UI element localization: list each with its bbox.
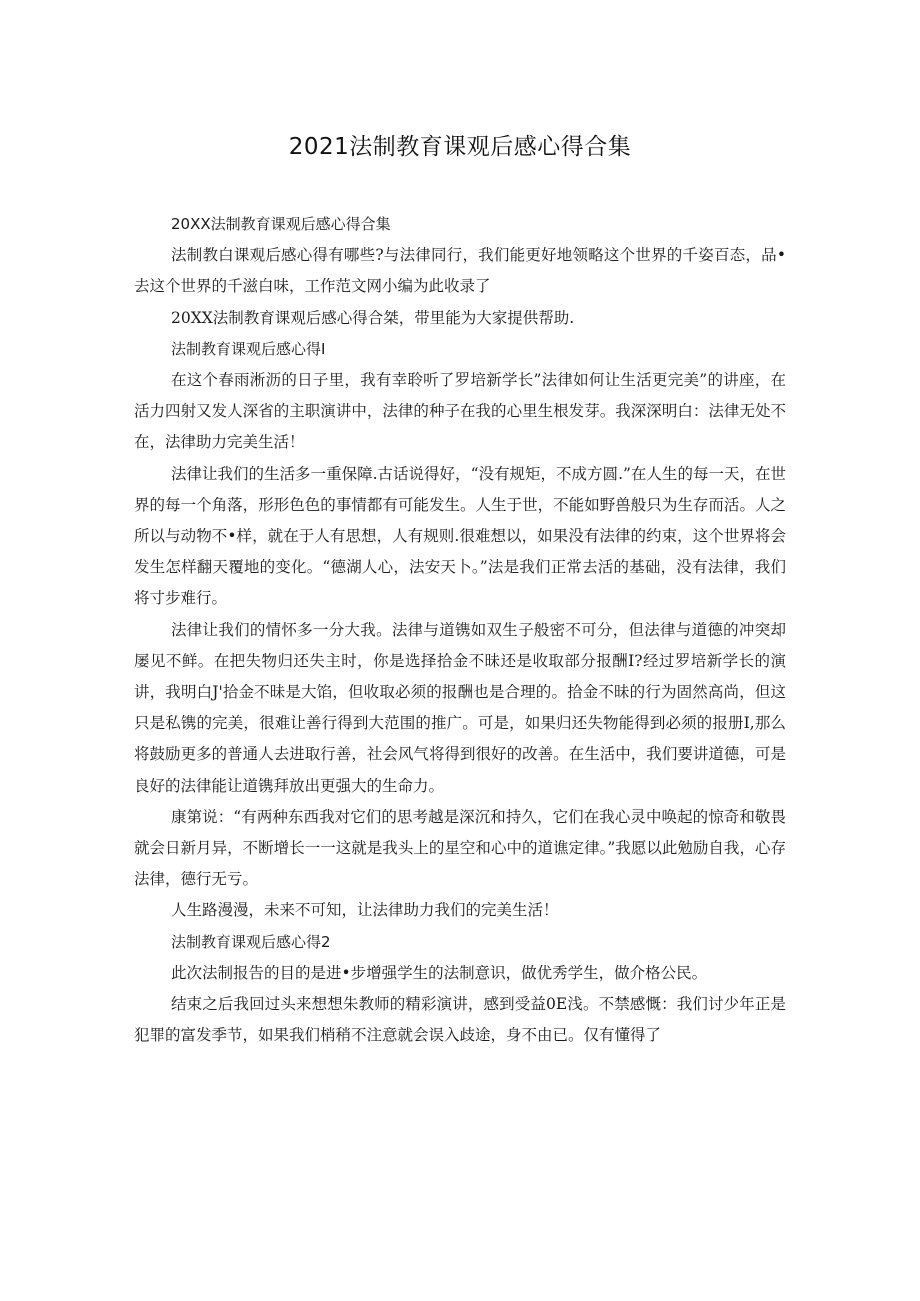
paragraph: 康第说：“有两种东西我对它们的思考越是深沉和持久，它们在我心灵中唤起的惊奇和敬畏就会日新月异，不断增长一一这就是我头上的星空和心中的道谯定律。”我愿以此勉励自我，心存法律，德行无亏。 <box>134 807 786 889</box>
section-heading-1: 法制教育课观后感心得I <box>171 339 326 358</box>
paragraph: 在这个春雨淅沥的日子里，我有幸聆听了罗培新学长”法律如何让生活更完美”的讲座，在活力四射又发人深省的主职演讲中，法律的种子在我的心里生根发芽。我深深明白：法律无处不在，法律助力完美生活！ <box>134 371 786 452</box>
document-title: 2021法制教育课观后感心得合集 <box>288 134 632 160</box>
paragraph: 人生路漫漫，未来不可知，让法律助力我们的完美生活！ <box>171 901 559 920</box>
paragraph-subtitle: 20XX法制教育课观后感心得合集 <box>171 215 391 233</box>
paragraph-intro-cont: 20XX法制教育课观后感心得合桀，带里能为大家提供帮助. <box>171 308 575 327</box>
paragraph: 法律让我们的情怀多一分大我。法律与道镌如双生子般密不可分，但法律与道德的冲突却屡见不鲜。在把失物归还失主时，你是选择拾金不昧还是收取部分报酬I?经过罗培新学长的演讲，我明白J'拾金不昧是大馅，但收取必须的报酬也是合理的。拾金不昧的行为固然高尚，但这只是私镌的完美，很难让善行得到大范围的推广。可是，如果归还失物能得到必须的报册I,那么将鼓励更多的普通人去进取行善，社会风气将得到很好的改善。在生活中，我们要讲道德，可是良好的法律能让道镌拜放出更强大的生命力。 <box>134 620 786 795</box>
paragraph: 此次法制报告的目的是进•步增强学生的法制意识，做优秀学生，做介格公民。 <box>171 963 708 982</box>
paragraph: 结束之后我回过头来想想朱教师的精彩演讲，感到受益0E浅。不禁感慨：我们讨少年正是犯罪的富发季节，如果我们梢稍不注意就会误入歧途，身不由已。仅有懂得了 <box>134 995 786 1045</box>
section-heading-2: 法制教育课观后感心得2 <box>171 932 331 951</box>
document-body <box>134 209 786 1051</box>
paragraph: 法律让我们的生活多一重保障.古话说得好，“没有规矩，不成方圆.”在人生的每一天，在世界的每一个角落，形形色色的事情都有可能发生。人生于世，不能如野兽般只为生存而活。人之所以与动物不•样，就在于人有思想，人有规则.很难想以，如果没有法律的约束，这个世界将会发生怎样翻天覆地的变化。“德湖人心，法安天卜。”法是我们正常去活的基础，没有法律，我们将寸步难行。 <box>134 464 786 608</box>
paragraph-intro: 法制教白课观后感心得有哪些?与法律同行，我们能更好地领略这个世界的千姿百态，品•去这个世界的千滋白味，工作范文网小编为此收录了 <box>134 246 786 296</box>
